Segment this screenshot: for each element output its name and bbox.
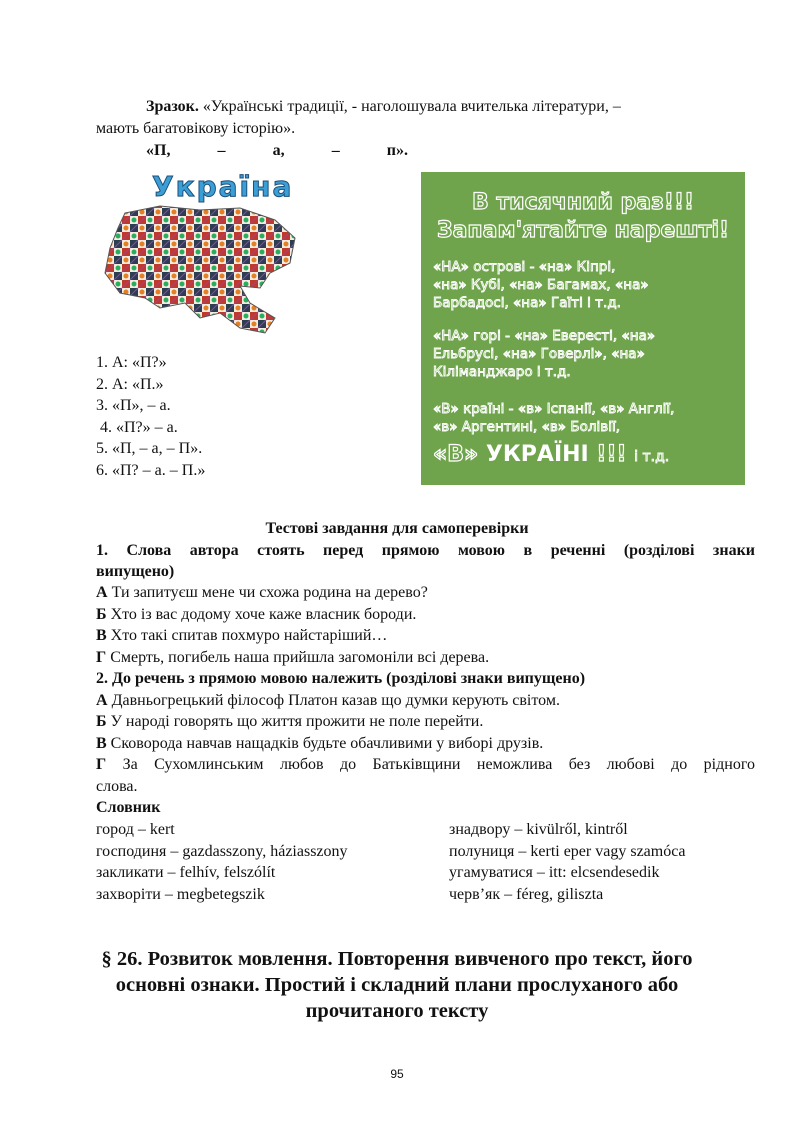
option-item: 4. «П?» – а. — [96, 418, 178, 436]
answer-letter: Б — [96, 713, 107, 730]
option-item: 1. А: «П?» — [96, 354, 167, 371]
pattern-part: – — [331, 142, 340, 159]
poster-big-line — [433, 442, 669, 470]
answer-text: Ти запитуєш мене чи схожа родина на дерево? — [107, 584, 428, 601]
poster-line: «на» Кубі, «на» Багамах, «на» — [433, 277, 649, 293]
vocab-entry: город – kert — [96, 821, 175, 838]
vocab-entry: захворіти – megbetegszik — [96, 886, 265, 903]
sample-line-2: мають багатовікову історію». — [96, 120, 296, 137]
vocabulary-title: Словник — [96, 799, 161, 816]
pattern-part: «П, — [146, 142, 171, 159]
poster-big-country: УКРАЇНІ — [485, 442, 589, 467]
vocab-entry: полуниця – kerti eper vagy szamóca — [449, 843, 686, 860]
section-heading — [60, 946, 734, 1024]
answer-text: Сковорода навчав нащадків будьте обачливими у виборі друзів. — [106, 735, 544, 752]
vocab-entry: закликати – felhív, felszólít — [96, 864, 276, 881]
answer-text: Хто такі спитав похмуро найстаріший… — [106, 627, 388, 644]
answer-letter: Г — [96, 649, 107, 666]
poster-heading-2: Запам'ятайте нарешті! — [436, 218, 730, 243]
vocab-entry: черв’як – féreg, giliszta — [449, 886, 604, 903]
test-heading: Тестові завдання для самоперевірки — [265, 520, 529, 537]
answer-letter: Г — [96, 756, 107, 773]
answer-item — [96, 647, 755, 669]
sample-line-1 — [146, 96, 621, 118]
answer-letter: А — [96, 584, 108, 601]
ukraine-title: Україна — [152, 170, 294, 203]
answer-item — [96, 625, 755, 647]
poster-line: «НА» горі - «на» Евересті, «на» — [433, 328, 656, 344]
answer-text: Давньогрецький філософ Платон казав що думки керують світом. — [107, 692, 560, 709]
poster-line: Барбадосі, «на» Гаїті і т.д. — [433, 295, 621, 311]
answer-letter: Б — [96, 606, 107, 623]
grammar-poster — [421, 172, 745, 485]
question-2: 2. До речень з прямою мовою належить (розділові знаки випущено) — [96, 670, 586, 687]
answer-text: За Сухомлинським любов до Батьківщини неможлива без любові до рідного — [106, 756, 755, 773]
poster-line: Кіліманджаро і т.д. — [433, 364, 571, 380]
answer-item — [96, 604, 755, 626]
question-1-line-2: випущено) — [96, 563, 175, 580]
poster-line: «в» Аргентині, «в» Болівії, — [433, 419, 621, 435]
poster-big-end: і т.д. — [634, 449, 670, 465]
answer-text: У народі говорять що життя прожити не поле перейти. — [106, 713, 484, 730]
poster-big-prefix: «В» — [433, 442, 486, 467]
answer-continuation: слова. — [96, 778, 138, 795]
option-item: 2. А: «П.» — [96, 375, 164, 393]
pattern-part: п». — [386, 142, 408, 159]
poster-line: «НА» острові - «на» Кіпрі, — [433, 259, 616, 275]
answer-item — [96, 754, 755, 776]
option-item: 5. «П, – а, – П». — [96, 440, 203, 457]
sample-label: Зразок. — [146, 98, 199, 115]
option-item: 3. «П», – а. — [96, 397, 171, 414]
answer-item — [96, 711, 755, 733]
answer-item — [96, 733, 755, 755]
sample-quote-start: «Українські традиції, - наголошувала вчителька літератури, – — [198, 98, 621, 115]
section-heading-line: § 26. Розвиток мовлення. Повторення вивченого про текст, його — [101, 948, 693, 970]
answer-letter: А — [96, 692, 108, 709]
pattern-part: – — [217, 142, 226, 159]
poster-big-suffix: !!! — [588, 442, 635, 467]
vocab-entry: знадвору – kivülről, kintről — [449, 821, 628, 838]
poster-line: Ельбрусі, «на» Говерлі», «на» — [433, 346, 645, 362]
punctuation-pattern — [146, 140, 408, 162]
answer-text: Смерть, погибель наша прийшла загомоніли всі дерева. — [106, 649, 490, 666]
page-number: 95 — [390, 1067, 404, 1081]
section-heading-line: основні ознаки. Простий і складний плани прослуханого або — [115, 974, 679, 996]
answer-letter: В — [96, 735, 107, 752]
question-1-line-1: 1. Слова автора стоять перед прямою мовою в реченні (розділові знаки — [96, 542, 755, 559]
vocab-entry: господиня – gazdasszony, háziasszony — [96, 843, 348, 860]
poster-heading-1: В тисячний раз!!! — [471, 190, 695, 215]
options-list — [96, 352, 205, 481]
pattern-part: а, — [272, 142, 285, 159]
option-item: 6. «П? – а. – П.» — [96, 461, 206, 479]
poster-line: «В» країні - «в» Іспанії, «в» Англії, — [433, 401, 675, 417]
vocab-entry: угамуватися – itt: elcsendesedik — [449, 864, 660, 881]
answer-letter: В — [96, 627, 107, 644]
answer-text: Хто із вас додому хоче каже власник бороди. — [106, 606, 417, 623]
answer-item — [96, 582, 755, 604]
section-heading-line: прочитаного тексту — [305, 1000, 489, 1022]
answer-item — [96, 690, 755, 712]
